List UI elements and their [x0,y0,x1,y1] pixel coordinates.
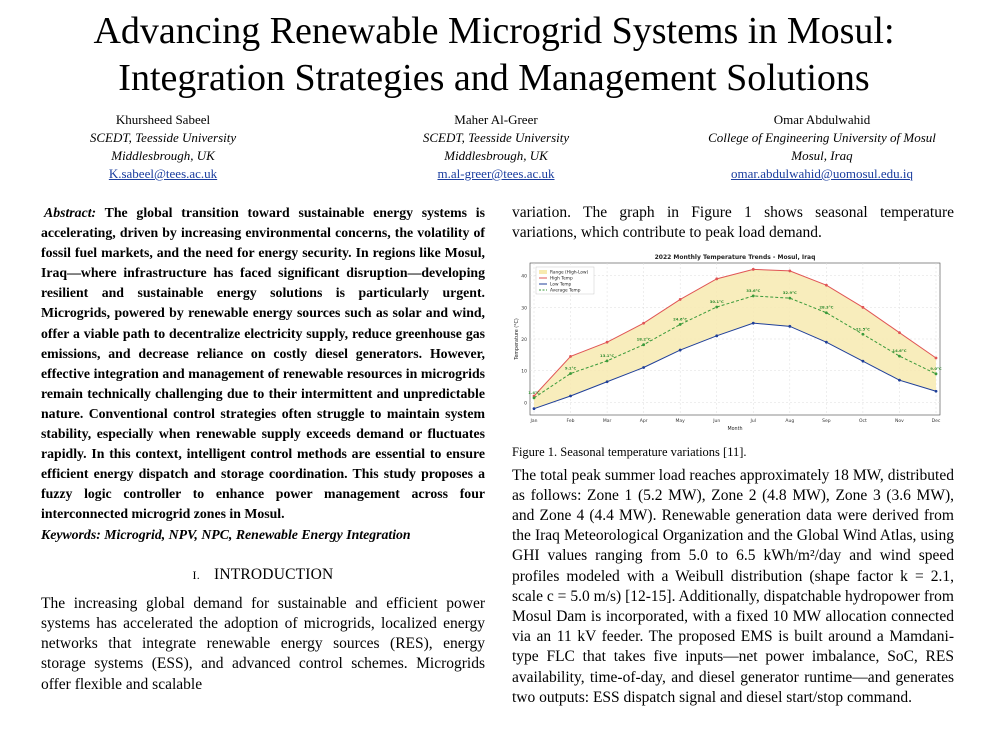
left-column [41,203,485,695]
author-name: Omar Abdulwahid [773,112,871,127]
author-3 [672,111,972,183]
data-point [606,381,609,384]
data-point [862,360,865,363]
data-point [642,344,645,347]
abstract-label: Abstract: [44,205,97,220]
data-label: 14.6°C [892,348,907,354]
author-1 [13,111,313,183]
data-point [935,390,938,393]
section-number: I. [192,567,200,582]
data-label: 9.1°C [564,365,577,371]
legend-label: Average Temp [550,289,581,295]
x-tick-label: Aug [785,419,795,425]
author-location: Mosul, Iraq [791,148,853,163]
paper-title [0,8,988,102]
data-label: 32.9°C [782,290,797,296]
x-tick-label: Dec [931,419,941,425]
data-point [825,284,828,287]
data-point [898,379,901,382]
data-point [935,357,938,360]
section-heading [41,565,485,585]
x-tick-label: Nov [895,419,904,425]
author-email-link[interactable]: omar.abdulwahid@uomosul.edu.iq [730,166,914,181]
author-affiliation: College of Engineering University of Mosul [708,130,936,145]
legend-label: Low Temp [550,283,572,289]
data-point [569,373,572,376]
y-tick-label: 0 [524,401,527,407]
temperature-chart [512,249,954,433]
x-tick-label: May [675,419,685,425]
data-point [569,355,572,358]
figure-caption: Figure 1. Seasonal temperature variations [11]. [512,444,747,459]
data-point [679,349,682,352]
data-point [752,295,755,298]
data-point [825,312,828,315]
x-tick-label: Apr [639,419,648,425]
author-name: Maher Al-Greer [454,112,538,127]
x-tick-label: Oct [859,419,867,425]
data-point [788,325,791,328]
data-label: 13.1°C [600,353,615,359]
x-tick-label: Jun [713,419,721,425]
data-point [642,367,645,370]
data-point [715,278,718,281]
data-point [569,395,572,398]
data-point [862,306,865,309]
author-block [0,111,988,183]
x-tick-label: Jan [530,419,538,425]
data-point [606,341,609,344]
x-axis-label: Month [727,427,743,433]
data-point [642,322,645,325]
x-tick-label: Feb [566,419,575,425]
title-line-2: Integration Strategies and Management Solutions [118,57,870,99]
paragraph-2: The total peak summer load reaches approximately 18 MW, distributed as follows: Zone 1 (5.2 MW), Zone 2 (4.8 MW), Zone 3 (3.6 MW), and Zone 4 (4.4 MW). Renewable generation data were derived from the Iraq Meteorological Organization and the Global Wind Atlas, using GHI values ranging from 5.0 to 6.5 kWh/m²/day and wind speed profiles modeled with a Weibull distribution (shape factor k = 2.1, scale c = 5.0 m/s) [12-15]. Additionally, dispatchable hydropower from Mosul Dam is incorporated, with a fixed 10 MW allocation connected via an 11 kV feeder. The proposed EMS is built around a Mamdani-type FLC that takes five inputs—net power imbalance, SoC, RES availability, time-of-day, and diesel generator runtime—and generates two outputs: ESS dispatch signal and diesel start/stop command. [512,466,954,706]
data-label: 33.6°C [746,288,761,294]
data-point [935,373,938,376]
data-label: 30.1°C [709,299,724,305]
data-point [533,408,536,411]
data-point [606,360,609,363]
data-point [898,355,901,358]
data-label: 9.0°C [930,366,942,372]
data-point [862,333,865,336]
data-point [679,323,682,326]
y-axis-label: Temperature (°C) [515,318,520,361]
chart-title: 2022 Monthly Temperature Trends - Mosul, Iraq [654,254,816,262]
data-label: 21.5°C [855,326,870,332]
author-2 [346,111,646,183]
right-column [512,203,954,708]
abstract [41,203,485,525]
author-affiliation: SCEDT, Teesside University [422,130,570,145]
legend-label: High Temp [550,277,573,283]
data-label: 28.3°C [819,305,834,311]
abstract-text: The global transition toward sustainable energy systems is accelerating, driven by increasing environmental concerns, the volatility of fossil fuel markets, and the need for energy security. In regions like Mosul, Iraq—where infrastructure has faced significant disruption—developing resilient and sustainable energy solutions is particularly urgent. Microgrids, powered by renewable energy sources such as solar and wind, offer a viable path to decentralize electricity supply, reduce greenhouse gas emissions, and decrease reliance on costly diesel generators. However, effective integration and management of renewable resources in microgrids remain technically challenging due to their intermittent and unpredictable nature. Conventional control strategies often struggle to maintain system stability, especially when renewable supply exceeds demand or fluctuates rapidly. In this context, intelligent control methods are essential to ensure efficient energy dispatch and storage coordination. This study proposes a fuzzy logic controller to enhance power management across four interconnected microgrid zones in Mosul. [41,205,485,522]
section-title: INTRODUCTION [213,565,334,583]
y-tick-label: 10 [521,370,527,376]
data-point [788,270,791,273]
x-tick-label: Mar [602,419,612,425]
author-location: Middlesbrough, UK [444,148,548,163]
legend-label: Range (High-Low) [550,271,589,277]
keywords: Keywords: Microgrid, NPV, NPC, Renewable Energy Integration [41,526,411,542]
data-point [752,322,755,325]
data-point [715,335,718,338]
x-tick-label: Sep [822,419,831,425]
data-label: 1.4°C [528,390,540,396]
author-email-link[interactable]: K.sabeel@tees.ac.uk [108,166,218,181]
data-point [788,297,791,300]
data-point [715,306,718,309]
y-tick-label: 40 [521,275,527,281]
intro-paragraph: The increasing global demand for sustainable and efficient power systems has accelerated the adoption of microgrids, localized energy networks that integrate renewable energy sources (RES), energy storage systems (ESS), and advanced control schemes. Microgrids offer flexible and scalable [41,594,485,693]
x-tick-label: Jul [750,419,756,425]
title-line-1: Advancing Renewable Microgrid Systems in Mosul: [93,10,895,52]
data-label: 18.2°C [636,337,651,343]
data-point [533,397,536,400]
author-name: Khursheed Sabeel [115,112,211,127]
author-email-link[interactable]: m.al-greer@tees.ac.uk [437,166,555,181]
legend-swatch [539,270,547,274]
data-point [679,298,682,301]
data-point [898,332,901,335]
data-label: 24.6°C [673,316,688,322]
author-affiliation: SCEDT, Teesside University [89,130,237,145]
author-location: Middlesbrough, UK [111,148,215,163]
data-point [752,268,755,271]
y-tick-label: 20 [521,338,527,344]
y-tick-label: 30 [521,306,527,312]
data-point [825,341,828,344]
paragraph-1: variation. The graph in Figure 1 shows seasonal temperature variations, which contribute to peak load demand. [512,204,954,242]
